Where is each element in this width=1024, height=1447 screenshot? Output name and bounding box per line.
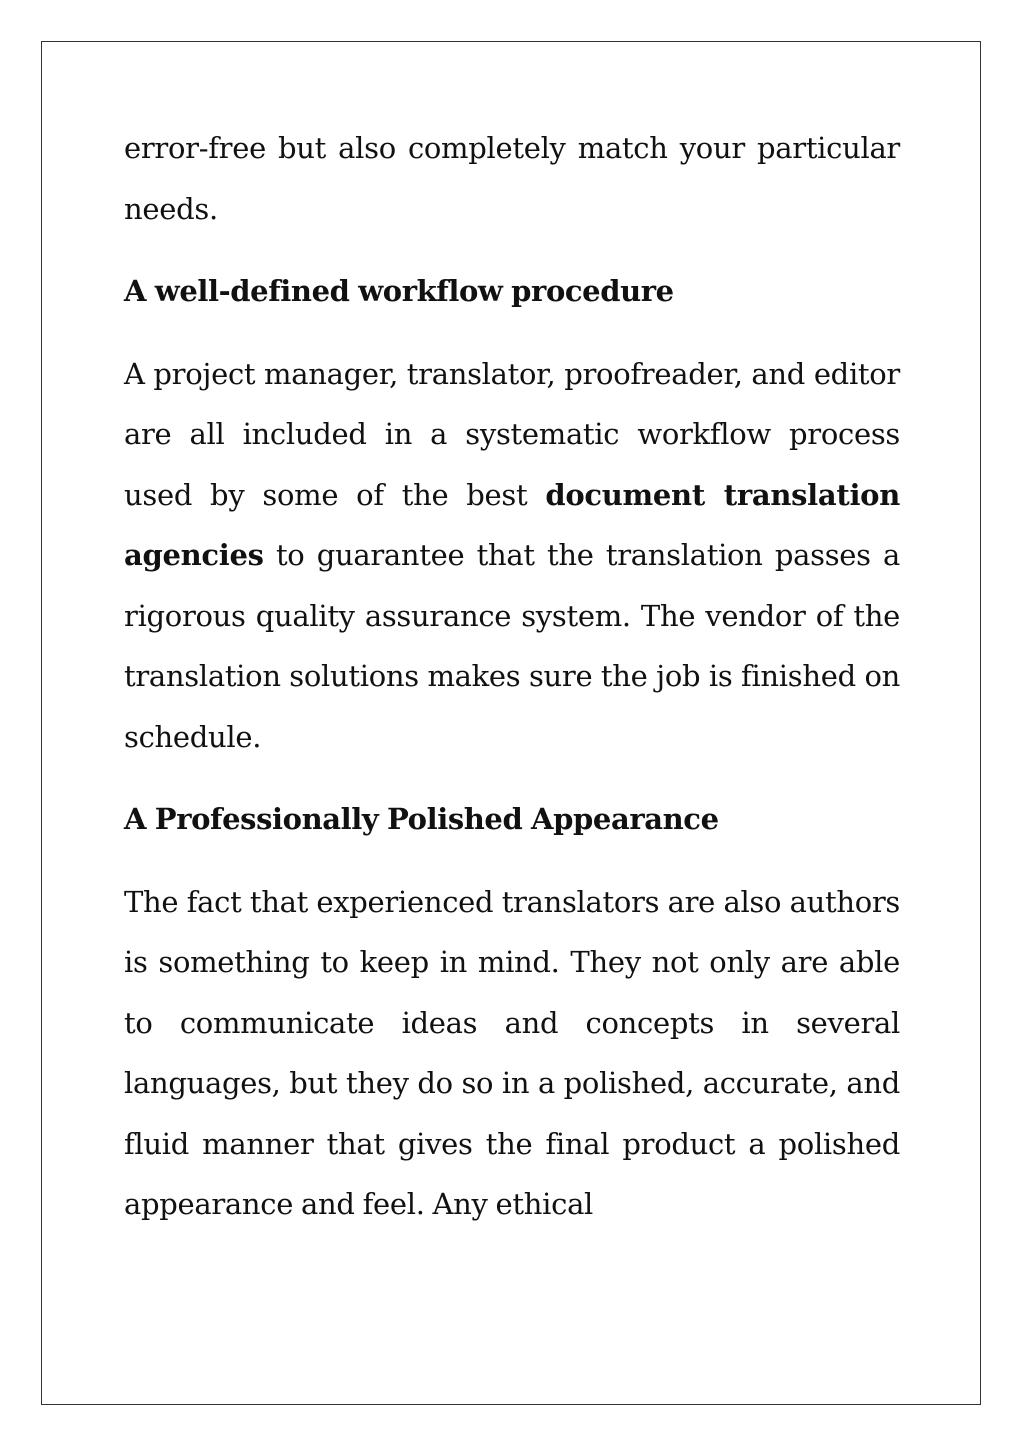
paragraph-appearance: The fact that experienced translators are also authors is something to keep in mind. They not only are able to communicate ideas and concepts in several languages, but they do so in a polished, accurate, and fluid manner that gives the final product a polished appearance and feel. Any ethical <box>124 884 900 1221</box>
paragraph-continuation: error-free but also completely match your particular needs. <box>124 131 900 226</box>
bold-phrase-document-translation-agencies: document translation agencies <box>124 477 900 572</box>
paragraph-workflow <box>124 344 900 768</box>
paragraph-workflow-text-start: A project manager, translator, proofreader, and editor are all included in a systematic workflow process used by some of the best <box>124 356 900 512</box>
section-heading-workflow: A well-defined workflow procedure <box>124 274 674 308</box>
paragraph-workflow-text-end: to guarantee that the translation passes a rigorous quality assurance system. The vendor of the translation solutions makes sure the job is finished on schedule. <box>124 538 900 754</box>
section-heading-appearance: A Professionally Polished Appearance <box>124 802 719 836</box>
document-body <box>124 118 900 1235</box>
